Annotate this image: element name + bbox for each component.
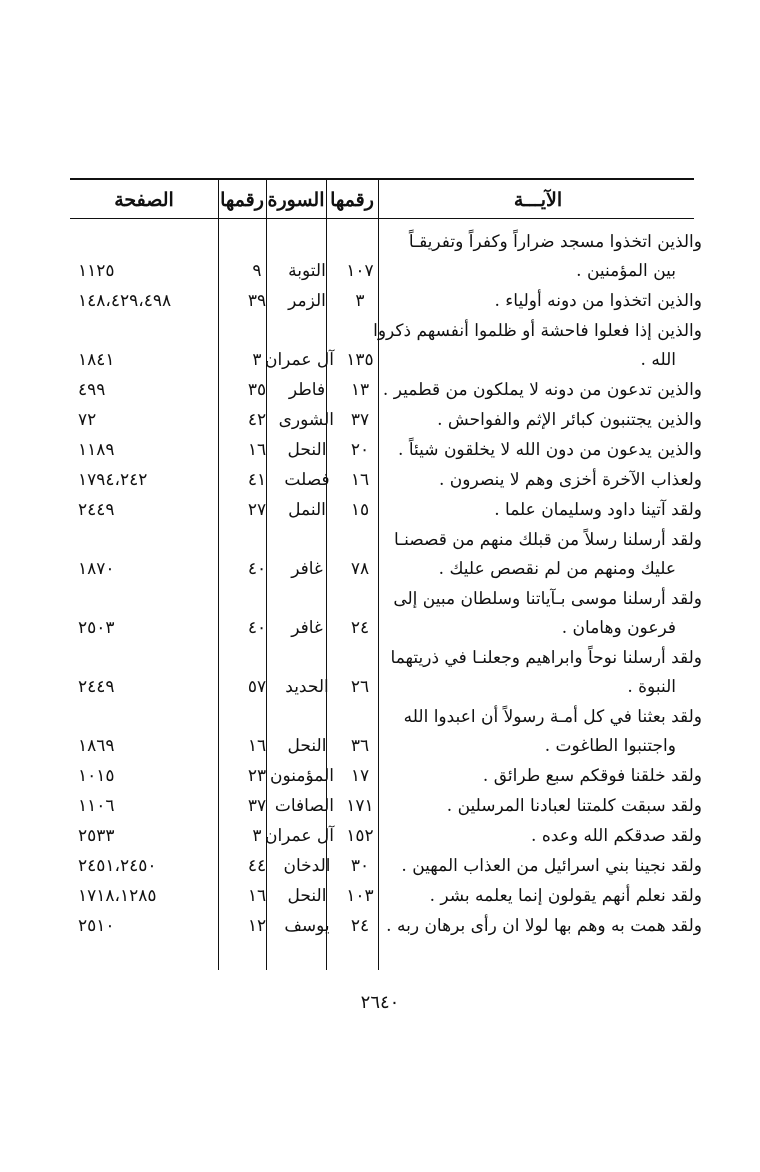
empty-cell: [280, 311, 334, 341]
verse-number: ٣٧: [350, 410, 370, 430]
verse-number: ١٠٣: [346, 886, 374, 906]
surah-number: ١٦: [247, 440, 267, 460]
verse-number: ١٥: [350, 500, 370, 520]
empty-cell: [234, 222, 280, 252]
empty-cell: [234, 311, 280, 341]
verse-text: والذين يجتنبون كبائر الإثم والفواحش .: [437, 410, 702, 430]
surah-number: ٣٥: [247, 380, 267, 400]
table-row: [70, 550, 710, 579]
surah-name: النحل: [287, 736, 327, 756]
empty-cell: [234, 697, 280, 727]
verse-text: ولقد همت به وهم بها لولا ان رأى برهان ربه .: [386, 916, 702, 936]
page-reference: ٢٥٣٣: [78, 826, 115, 846]
surah-number: ١٢: [247, 916, 267, 936]
empty-cell: [280, 222, 334, 252]
table-row: [70, 609, 710, 638]
verse-text: [386, 609, 710, 638]
verse-text: [386, 727, 710, 756]
surah-number: ٣: [252, 826, 262, 846]
verse-number: ٢٠: [350, 440, 370, 460]
verse-number: ٢٦: [350, 677, 370, 697]
table-row: [70, 490, 710, 520]
header-surah: السورة: [267, 189, 325, 211]
header-bottom-rule: [70, 218, 694, 219]
verse-text: ولعذاب الآخرة أخزى وهم لا ينصرون .: [438, 470, 702, 490]
page-reference: ٢٥١٠: [78, 916, 115, 936]
page-reference: ٢٤٤٩: [78, 677, 115, 697]
surah-number: ٣٩: [247, 291, 267, 311]
empty-cell: [70, 520, 234, 550]
surah-number: ٢٧: [247, 500, 267, 520]
verse-text: ولقد نعلم أنهم يقولون إنما يعلمه بشر .: [429, 886, 702, 906]
empty-cell: [334, 697, 386, 727]
table-row: [70, 756, 710, 786]
verse-number: ٣: [355, 291, 365, 311]
page-reference: ١٨٤١: [78, 350, 115, 370]
verse-number: ٢٤: [350, 618, 370, 638]
verse-text: ولقد أرسلنا رسلاً من قبلك منهم من قصصنـا: [393, 530, 702, 550]
verse-number: ٣٦: [350, 736, 370, 756]
surah-number: ٣: [252, 350, 262, 370]
page-number: ٢٦٤٠: [360, 992, 400, 1013]
empty-cell: [334, 222, 386, 252]
table-row: [70, 281, 710, 311]
table-row: [70, 460, 710, 490]
empty-cell: [70, 638, 234, 668]
verse-text: والذين تدعون من دونه لا يملكون من قطمير .: [382, 380, 702, 400]
verse-number: ١٧١: [346, 796, 374, 816]
verse-text: والذين إذا فعلوا فاحشة أو ظلموا أنفسهم ذكروا: [373, 321, 702, 341]
surah-name: فصلت: [284, 470, 330, 490]
table-row: [70, 727, 710, 756]
surah-name: آل عمران: [264, 826, 334, 846]
surah-name: الحديد: [285, 677, 329, 697]
table-row: [70, 579, 710, 609]
verse-index-table: [70, 222, 710, 936]
surah-name: فاطر: [288, 380, 326, 400]
page-reference: ١٧٩٤،٢٤٢: [78, 470, 148, 490]
verse-number: ١٣: [350, 380, 370, 400]
empty-cell: [70, 222, 234, 252]
verse-text: والذين يدعون من دون الله لا يخلقون شيئاً .: [398, 440, 702, 460]
header-verse: الآيـــة: [513, 189, 563, 211]
empty-cell: [234, 520, 280, 550]
verse-continuation: فرعون وهامان .: [561, 618, 676, 638]
verse-number: ١٣٥: [346, 350, 374, 370]
verse-number: ١٠٧: [346, 261, 374, 281]
verse-continuation: عليك ومنهم من لم نقصص عليك .: [438, 559, 676, 579]
table-row: [70, 252, 710, 281]
table-row: [70, 430, 710, 460]
empty-cell: [234, 638, 280, 668]
verse-text: ولقد خلقنا فوقكم سبع طرائق .: [482, 766, 702, 786]
table-top-rule: [70, 178, 694, 180]
surah-name: النحل: [287, 440, 327, 460]
header-verse-number: رقمها: [330, 189, 374, 211]
verse-number: ١٥٢: [346, 826, 374, 846]
verse-continuation: بين المؤمنين .: [576, 261, 676, 281]
table-row: [70, 816, 710, 846]
verse-continuation: النبوة .: [627, 677, 676, 697]
empty-cell: [334, 520, 386, 550]
verse-continuation: الله .: [640, 350, 676, 370]
surah-name: الدخان: [283, 856, 331, 876]
table-row: [70, 520, 710, 550]
header-page: الصفحة: [114, 189, 174, 211]
empty-cell: [334, 579, 386, 609]
header-surah-number: رقمها: [220, 189, 264, 211]
verse-text: ولقد نجينا بني اسرائيل من العذاب المهين .: [401, 856, 702, 876]
page-reference: ٧٢: [78, 410, 97, 430]
verse-number: ٧٨: [350, 559, 370, 579]
surah-number: ٤٤: [247, 856, 267, 876]
surah-name: آل عمران: [264, 350, 334, 370]
surah-name: النمل: [288, 500, 326, 520]
page-reference: ١٠١٥: [78, 766, 115, 786]
surah-name: يوسف: [284, 916, 330, 936]
page-reference: ٢٥٠٣: [78, 618, 115, 638]
surah-number: ٤٠: [247, 618, 267, 638]
page-reference: ١٨٦٩: [78, 736, 115, 756]
surah-name: غافر: [291, 618, 323, 638]
empty-cell: [280, 638, 334, 668]
surah-name: الشورى: [278, 410, 334, 430]
surah-number: ١٦: [247, 736, 267, 756]
table-row: [70, 370, 710, 400]
page-reference: ٢٤٥١،٢٤٥٠: [78, 856, 157, 876]
table-row: [70, 846, 710, 876]
empty-cell: [70, 311, 234, 341]
table-row: [70, 786, 710, 816]
verse-number: ١٦: [350, 470, 370, 490]
surah-number: ١٦: [247, 886, 267, 906]
surah-number: ٤٢: [247, 410, 267, 430]
page-reference: ١١٢٥: [78, 261, 115, 281]
page-reference: ٤٩٩: [78, 380, 106, 400]
verse-text: ولقد آتينا داود وسليمان علما .: [494, 500, 702, 520]
surah-number: ٣٧: [247, 796, 267, 816]
page-reference: ١٨٧٠: [78, 559, 115, 579]
verse-number: ١٧: [350, 766, 370, 786]
verse-text: ولقد سبقت كلمتنا لعبادنا المرسلين .: [446, 796, 702, 816]
surah-number: ٤٠: [247, 559, 267, 579]
page-reference: ٢٤٤٩: [78, 500, 115, 520]
verse-text: والذين اتخذوا من دونه أولياء .: [494, 291, 702, 311]
table-row: [70, 638, 710, 668]
table-row: [70, 222, 710, 252]
verse-text: [386, 550, 710, 579]
verse-number: ٣٠: [350, 856, 370, 876]
empty-cell: [334, 638, 386, 668]
empty-cell: [280, 579, 334, 609]
verse-text: ولقد أرسلنا موسى بـآياتنا وسلطان مبين إلى: [393, 589, 702, 609]
table-row: [70, 668, 710, 697]
surah-name: التوبة: [288, 261, 326, 281]
table-row: [70, 697, 710, 727]
verse-continuation: واجتنبوا الطاغوت .: [544, 736, 676, 756]
page-reference: ١١٠٦: [78, 796, 115, 816]
verse-text: ولقد أرسلنا نوحاً وابراهيم وجعلنـا في ذريتهما: [390, 648, 702, 668]
empty-cell: [70, 579, 234, 609]
table-row: [70, 311, 710, 341]
table-row: [70, 906, 710, 936]
verse-text: [386, 341, 710, 370]
table-row: [70, 400, 710, 430]
verse-number: ٢٤: [350, 916, 370, 936]
empty-cell: [280, 520, 334, 550]
page-reference: ١٤٨،٤٢٩،٤٩٨: [78, 291, 172, 311]
empty-cell: [70, 697, 234, 727]
surah-name: النحل: [287, 886, 327, 906]
verse-text: ولقد صدقكم الله وعده .: [531, 826, 702, 846]
table-row: [70, 341, 710, 370]
empty-cell: [234, 579, 280, 609]
surah-number: ٥٧: [247, 677, 267, 697]
page-reference: ١١٨٩: [78, 440, 115, 460]
verse-text: [386, 668, 710, 697]
surah-name: المؤمنون: [269, 766, 334, 786]
surah-name: الزمر: [288, 291, 326, 311]
surah-number: ٤١: [247, 470, 267, 490]
table-row: [70, 876, 710, 906]
surah-number: ٩: [252, 261, 262, 281]
surah-name: غافر: [291, 559, 323, 579]
verse-text: والذين اتخذوا مسجد ضراراً وكفراً وتفريقـاً: [408, 232, 702, 252]
page-reference: ١٧١٨،١٢٨٥: [78, 886, 157, 906]
surah-number: ٢٣: [247, 766, 267, 786]
verse-text: [386, 252, 710, 281]
surah-name: الصافات: [274, 796, 334, 816]
verse-text: ولقد بعثنا في كل أمـة رسولاً أن اعبدوا الله: [403, 707, 702, 727]
empty-cell: [280, 697, 334, 727]
